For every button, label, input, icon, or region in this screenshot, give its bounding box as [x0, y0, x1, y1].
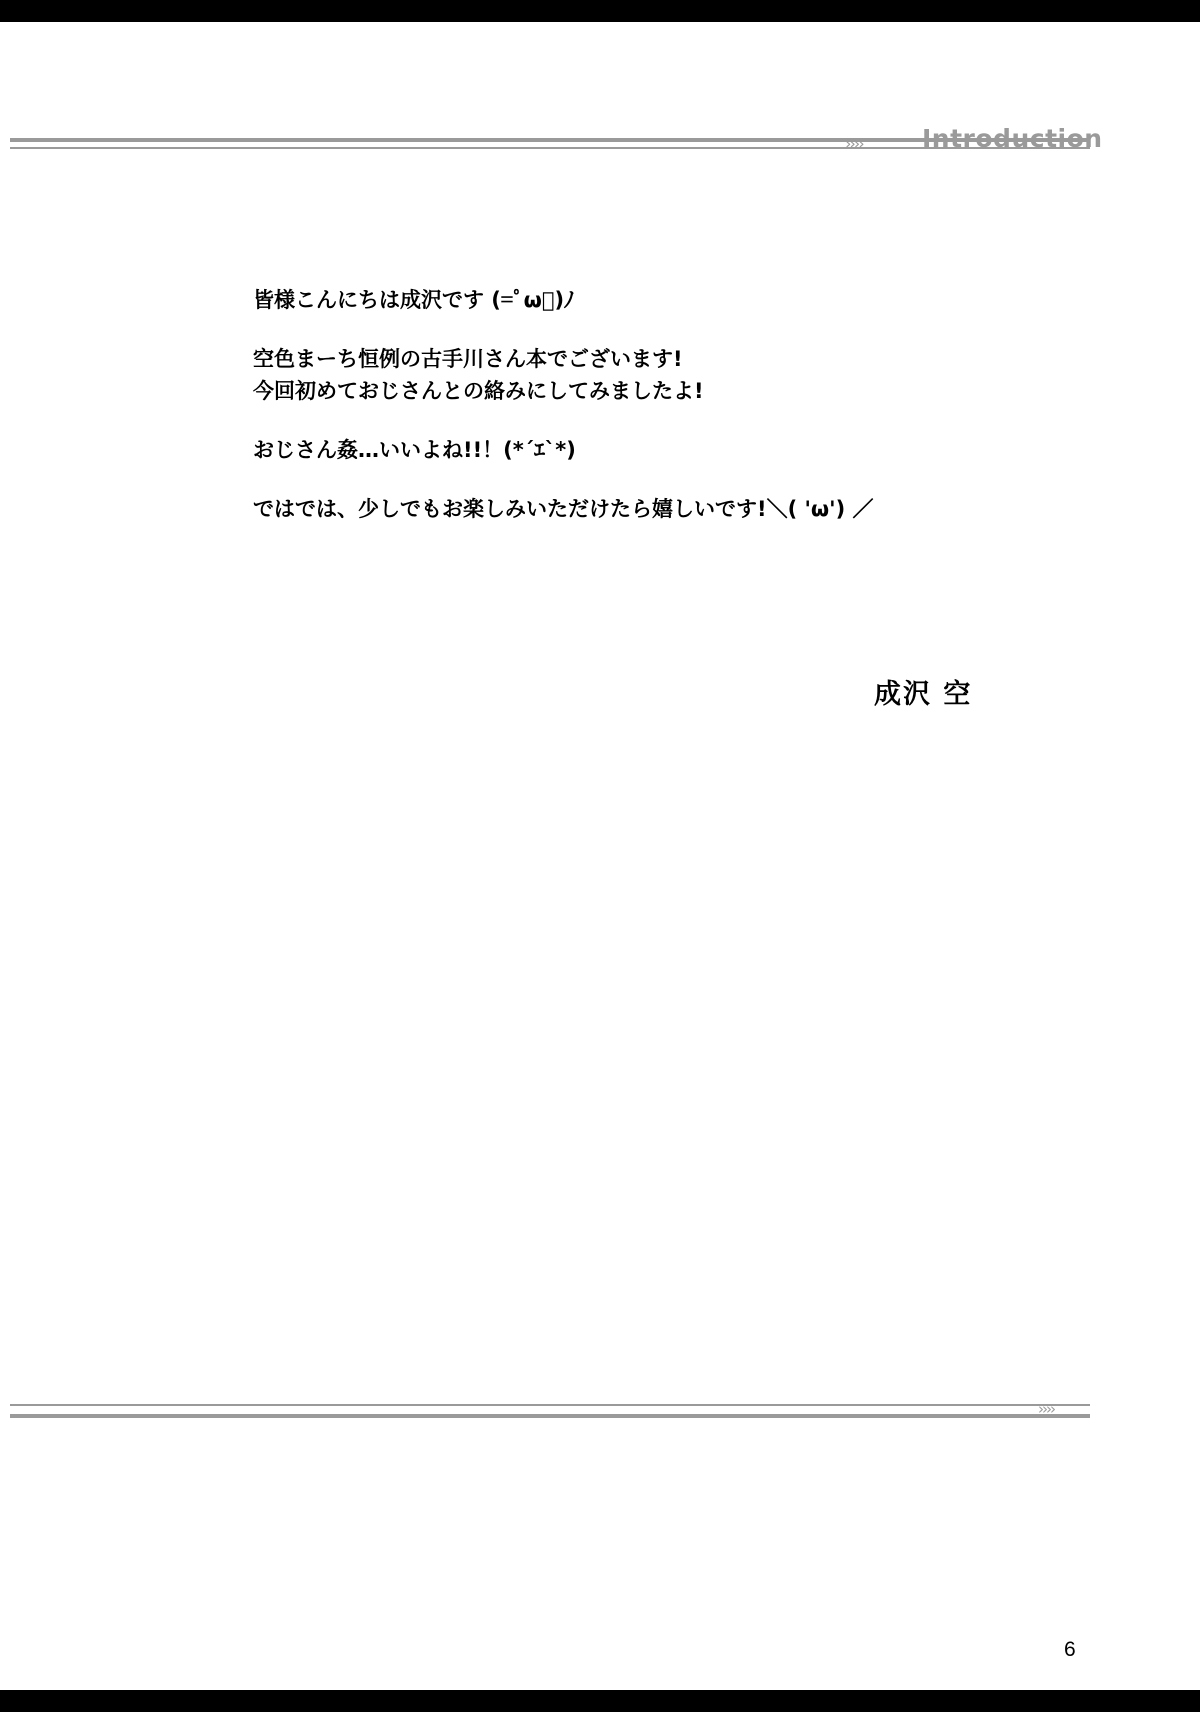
top-black-band: [0, 0, 1200, 22]
footer-rule-thin: [10, 1404, 1090, 1406]
paragraph-3: [253, 440, 1053, 461]
paragraph-1-line-1: 皆様こんにちは成沢です (=ﾟω゚)ﾉ: [253, 288, 575, 312]
paragraph-2: [253, 349, 1053, 402]
paragraph-3-line-1: おじさん姦…いいよね!!！(*´ｴ`*): [253, 438, 576, 462]
footer-title: 古手川 vs 夜道の種付けおじさん／まえがき: [768, 1693, 1108, 1713]
author-signature: 成沢 空: [874, 679, 973, 710]
paragraph-4: [253, 499, 1053, 520]
paragraph-2-line-2: 今回初めておじさんとの絡みにしてみましたよ!: [253, 379, 704, 403]
footer-rule-thick: [10, 1414, 1090, 1418]
page-number: 6: [1064, 1638, 1076, 1661]
footer-divider: [10, 1404, 1090, 1422]
section-title: Introduction: [922, 124, 1103, 153]
paragraph-4-line-1: ではでは、少しでもお楽しみいただけたら嬉しいです!＼( 'ω') ／: [253, 497, 874, 521]
paragraph-2-line-1: 空色まーち恒例の古手川さん本でございます!: [253, 347, 683, 371]
footer-chevron-icon: ››››: [1038, 1400, 1054, 1418]
introduction-body: [253, 290, 1053, 558]
header-chevron-icon: ››››: [845, 134, 863, 153]
paragraph-1: [253, 290, 1053, 311]
